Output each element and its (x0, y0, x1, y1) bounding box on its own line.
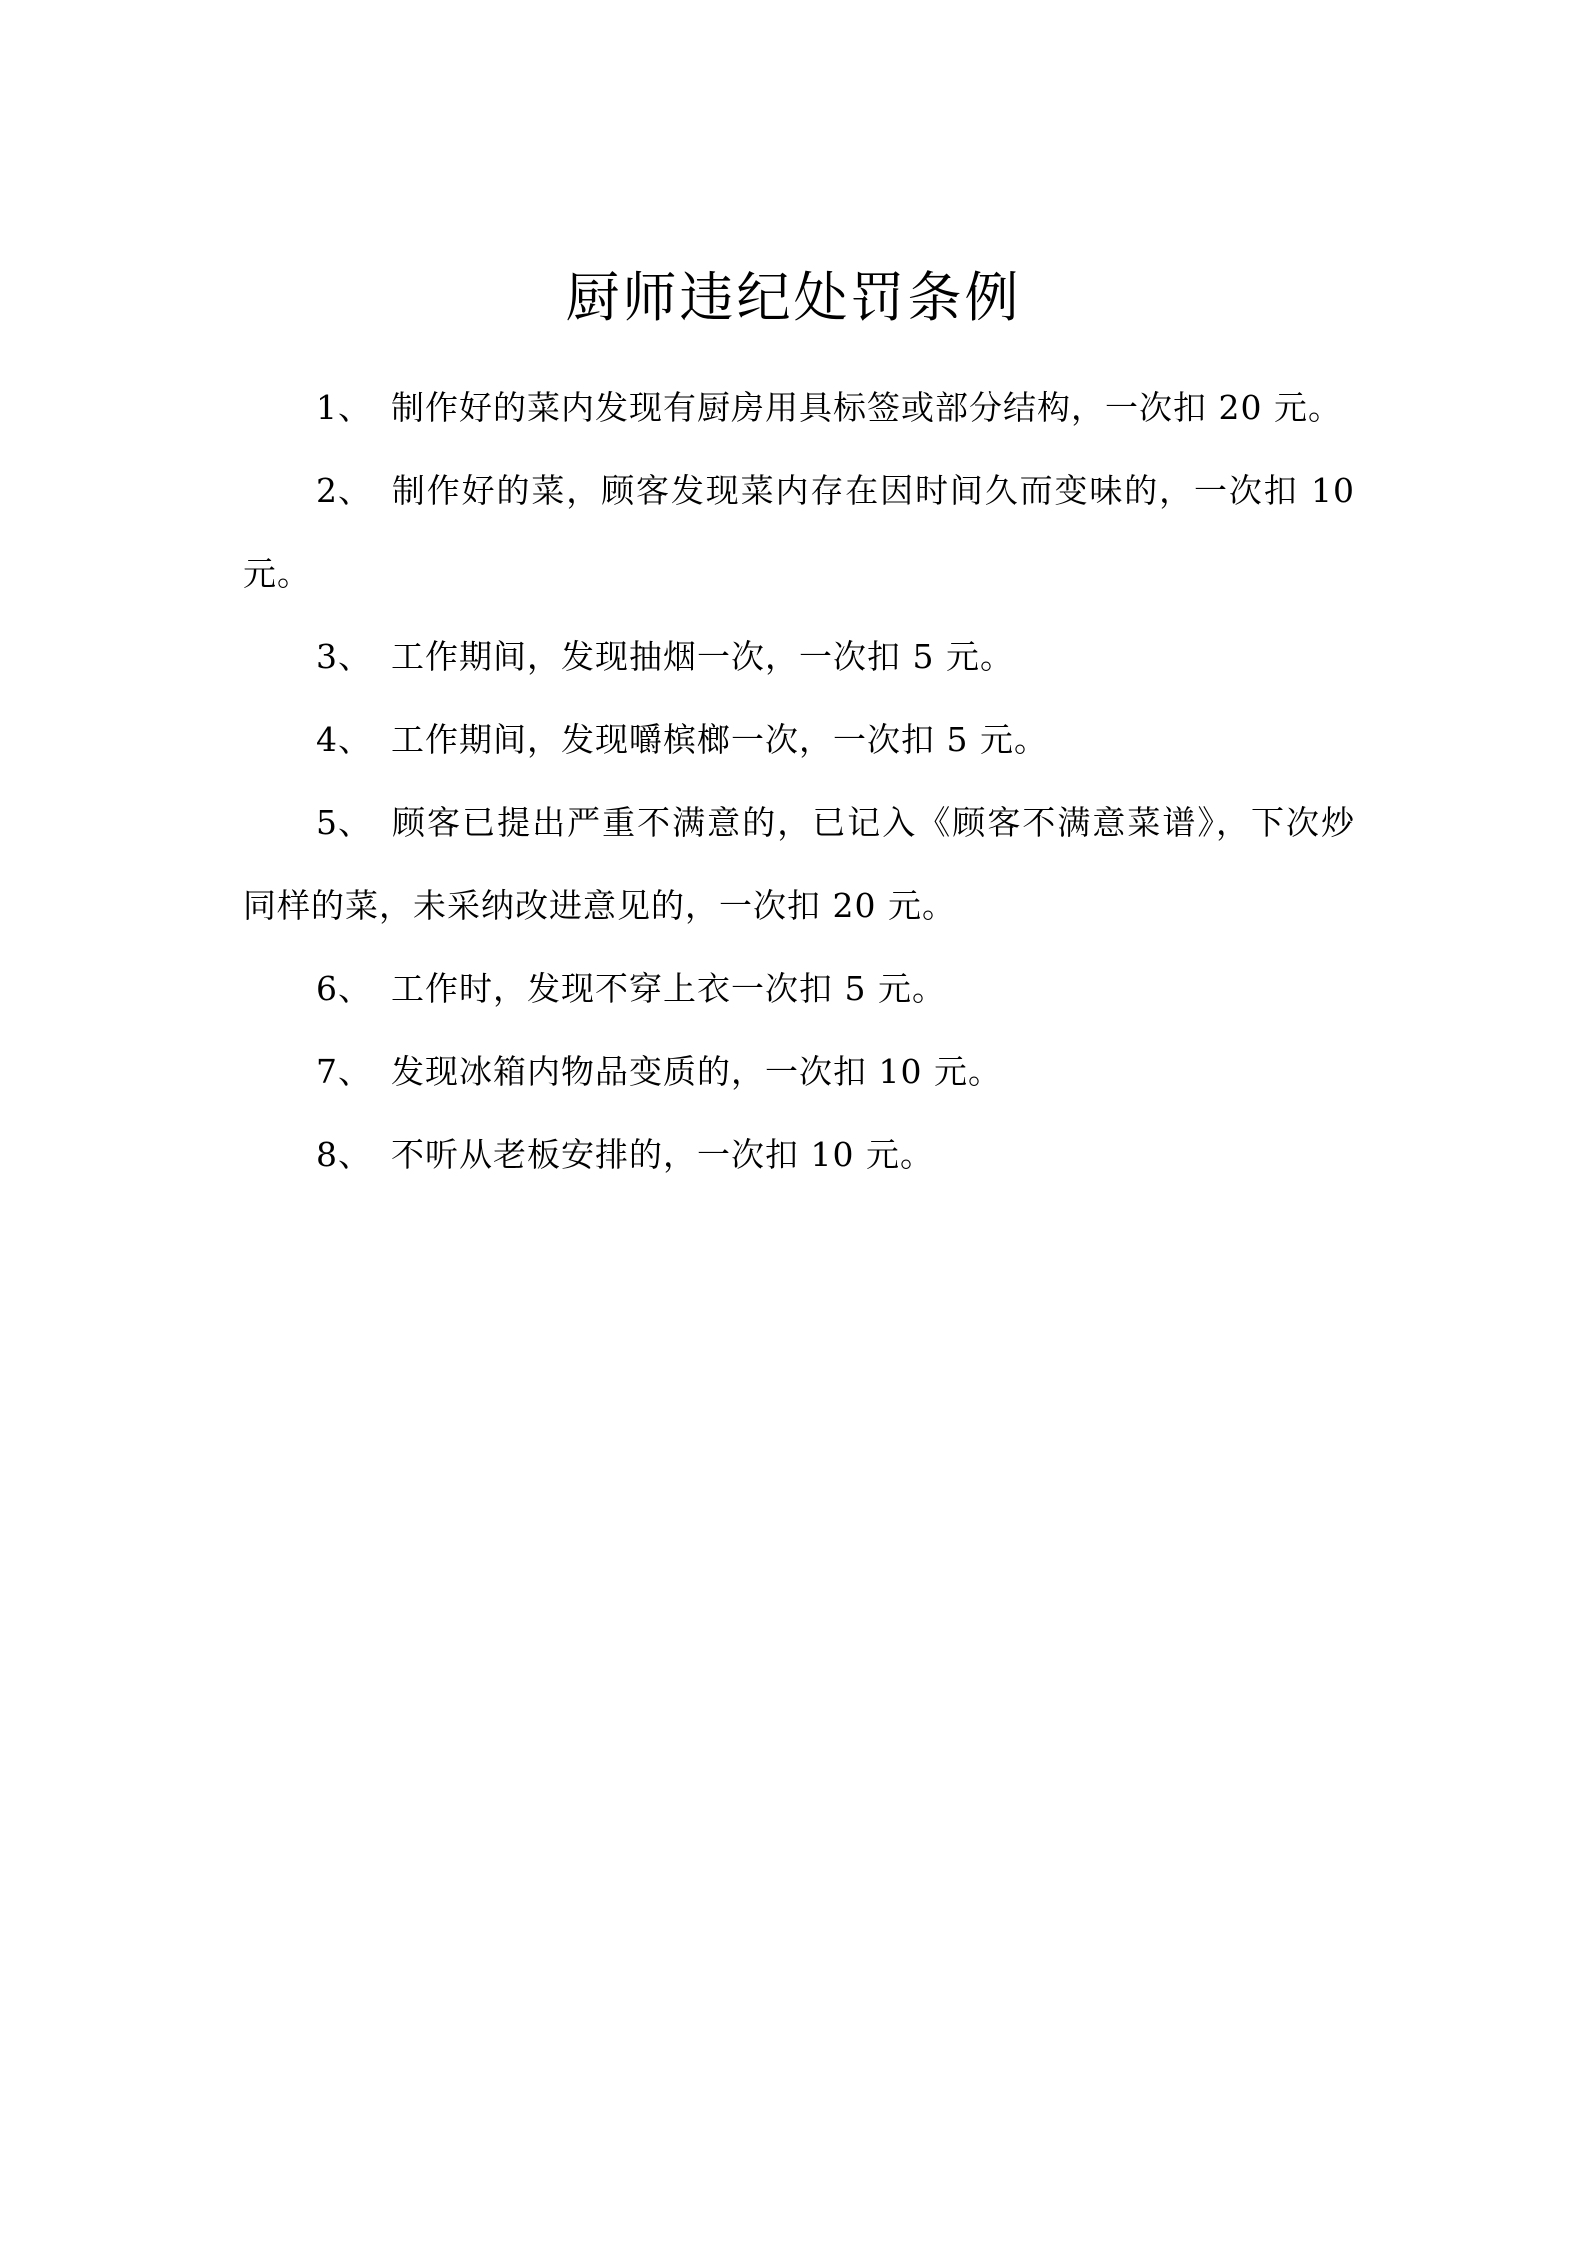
rule-item-7 (243, 1030, 1355, 1113)
rule-item-2 (243, 449, 1355, 615)
rule-item-8 (243, 1113, 1355, 1196)
rule-text: 发现冰箱内物品变质的，一次扣 10 元。 (391, 1052, 1002, 1091)
rule-text: 不听从老板安排的，一次扣 10 元。 (391, 1135, 934, 1174)
rule-item-5 (243, 781, 1355, 947)
rule-item-4 (243, 698, 1355, 781)
rule-item-1 (243, 366, 1355, 449)
document-title: 厨师违纪处罚条例 (565, 266, 1022, 329)
rule-text: 制作好的菜内发现有厨房用具标签或部分结构，一次扣 20 元。 (391, 388, 1342, 427)
rule-text: 顾客已提出严重不满意的，已记入《顾客不满意菜谱》，下次炒同样的菜，未采纳改进意见的，一次扣 20 元。 (243, 803, 1355, 925)
rule-number: 2、 (316, 471, 372, 510)
rule-text: 制作好的菜，顾客发现菜内存在因时间久而变味的，一次扣 10 元。 (243, 471, 1355, 593)
rule-item-3 (243, 615, 1355, 698)
rules-list (243, 366, 1355, 1196)
rule-number: 5、 (316, 803, 372, 842)
rule-number: 8、 (316, 1135, 372, 1174)
rule-number: 4、 (316, 720, 372, 759)
rule-item-6 (243, 947, 1355, 1030)
rule-text: 工作期间，发现嚼槟榔一次，一次扣 5 元。 (391, 720, 1048, 759)
rule-number: 3、 (316, 637, 372, 676)
rule-text: 工作时，发现不穿上衣一次扣 5 元。 (391, 969, 946, 1008)
rule-number: 6、 (316, 969, 372, 1008)
rule-text: 工作期间，发现抽烟一次，一次扣 5 元。 (391, 637, 1014, 676)
rule-number: 1、 (316, 388, 372, 427)
rule-number: 7、 (316, 1052, 372, 1091)
